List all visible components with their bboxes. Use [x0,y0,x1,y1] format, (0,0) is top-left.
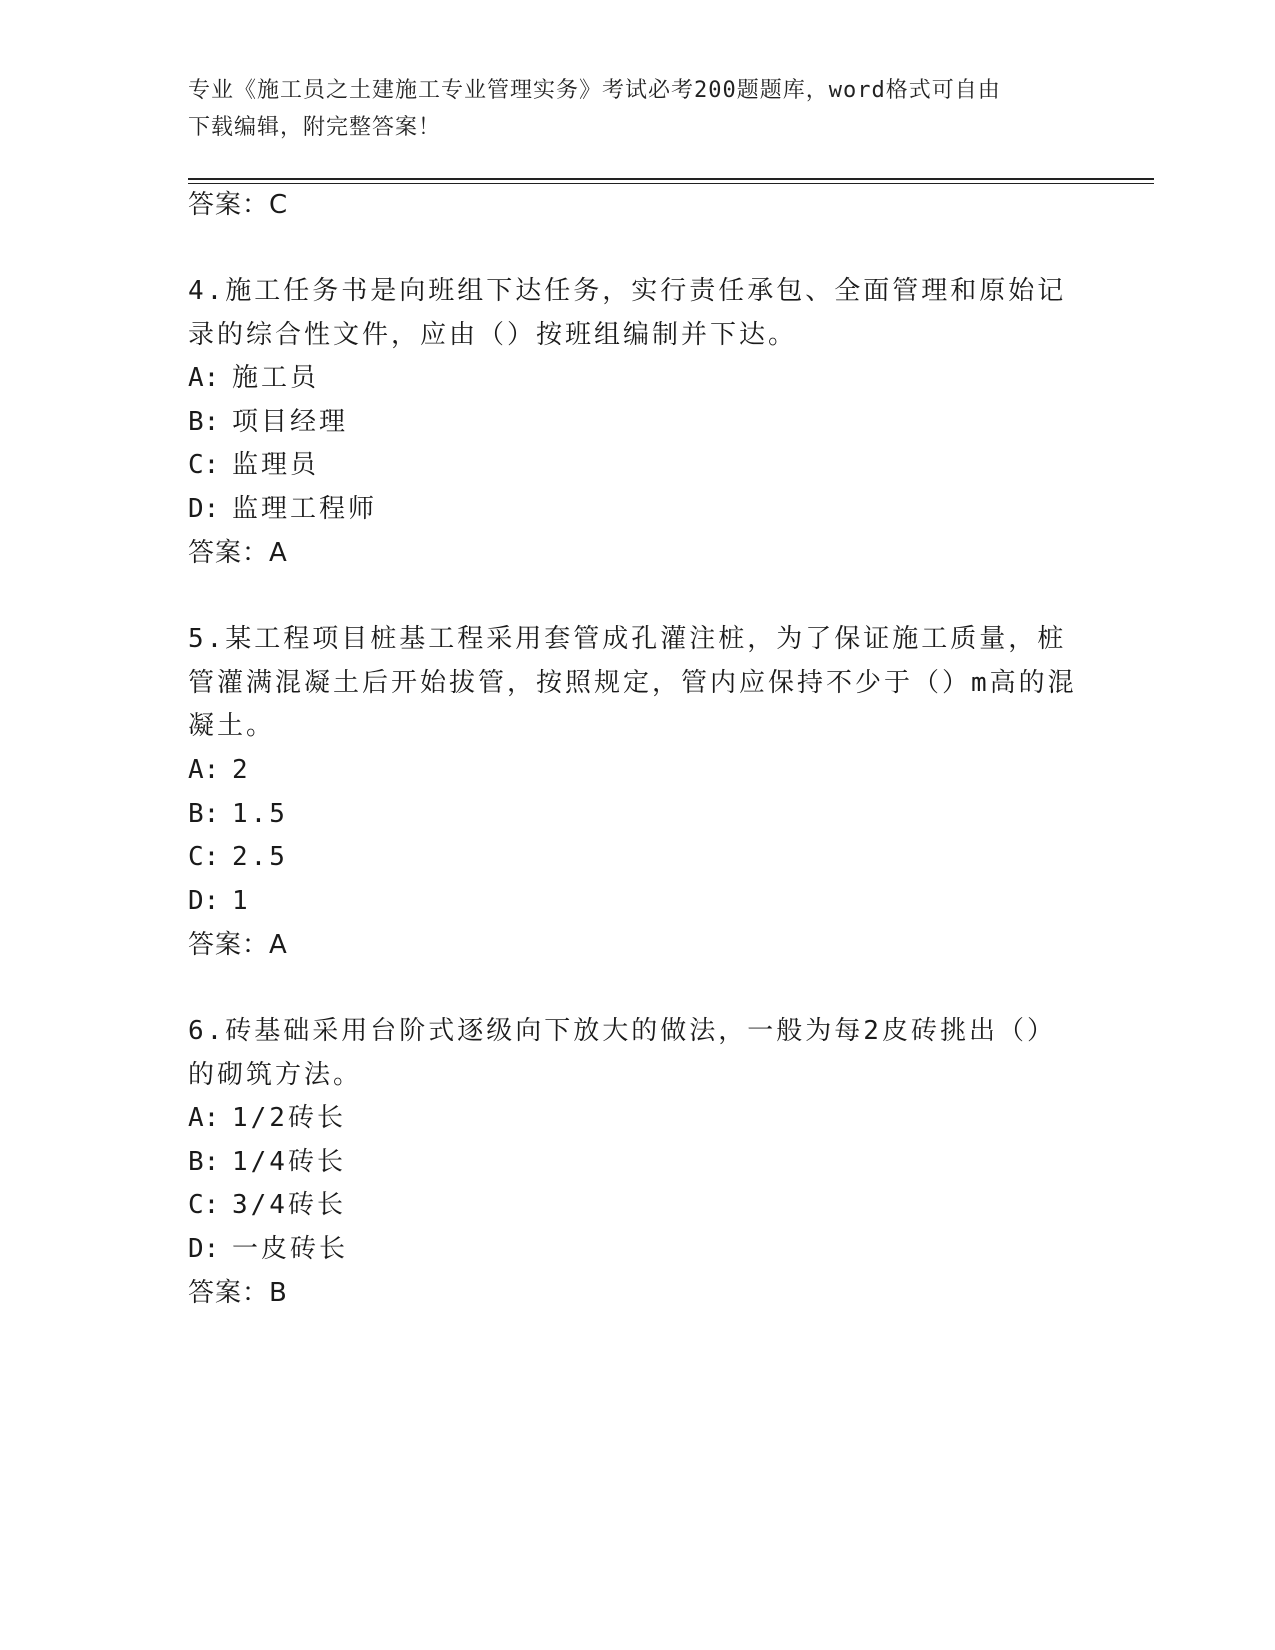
option-text: 1 [232,886,251,916]
option-label: D: [188,886,220,916]
question-6-option-c [188,1190,346,1220]
option-text: 监理员 [232,450,320,480]
question-6-option-b [188,1147,346,1177]
option-label: B: [188,407,220,437]
question-6-answer: 答案：B [188,1278,288,1308]
header-rule-thin [188,183,1154,184]
question-4-answer: 答案：A [188,538,288,568]
option-label: A: [188,755,220,785]
option-text: 1/4砖长 [232,1147,346,1177]
option-label: C: [188,1190,220,1220]
question-4-line-1: 4.施工任务书是向班组下达任务，实行责任承包、全面管理和原始记 [188,276,1067,306]
option-label: B: [188,1147,220,1177]
option-text: 1/2砖长 [232,1103,346,1133]
question-5-option-a [188,755,251,785]
question-5-line-2: 管灌满混凝土后开始拔管，按照规定，管内应保持不少于（）m高的混 [188,668,1077,698]
header-line-1: 专业《施工员之土建施工专业管理实务》考试必考200题题库，word格式可自由 [188,78,1001,103]
option-text: 2 [232,755,251,785]
question-5-option-c [188,842,288,872]
option-text: 3/4砖长 [232,1190,346,1220]
question-4-line-2: 录的综合性文件，应由（）按班组编制并下达。 [188,320,798,350]
document-header [188,72,1088,146]
option-text: 一皮砖长 [232,1234,349,1264]
question-5-line-1: 5.某工程项目桩基工程采用套管成孔灌注桩，为了保证施工质量，桩 [188,624,1067,654]
question-6-option-a [188,1103,346,1133]
question-4-option-d [188,494,377,524]
question-6-line-2: 的砌筑方法。 [188,1060,363,1090]
question-6-option-d [188,1234,348,1264]
option-text: 施工员 [232,363,320,393]
option-text: 监理工程师 [232,494,378,524]
option-label: D: [188,494,220,524]
question-6-line-1: 6.砖基础采用台阶式逐级向下放大的做法，一般为每2皮砖挑出（） [188,1016,1056,1046]
question-5-answer: 答案：A [188,930,288,960]
option-label: B: [188,799,220,829]
header-line-2: 下载编辑，附完整答案！ [188,115,442,140]
question-5-option-d [188,886,251,916]
header-rule-thick [188,178,1154,180]
option-text: 1.5 [232,799,288,829]
option-text: 项目经理 [232,407,349,437]
question-4-option-a [188,363,319,393]
option-label: A: [188,1103,220,1133]
option-label: C: [188,842,220,872]
option-label: A: [188,363,220,393]
question-4-option-c [188,450,319,480]
option-text: 2.5 [232,842,288,872]
option-label: D: [188,1234,220,1264]
question-5-option-b [188,799,288,829]
option-label: C: [188,450,220,480]
prev-answer: 答案：C [188,190,289,220]
question-4-option-b [188,407,348,437]
question-5-line-3: 凝土。 [188,711,276,741]
